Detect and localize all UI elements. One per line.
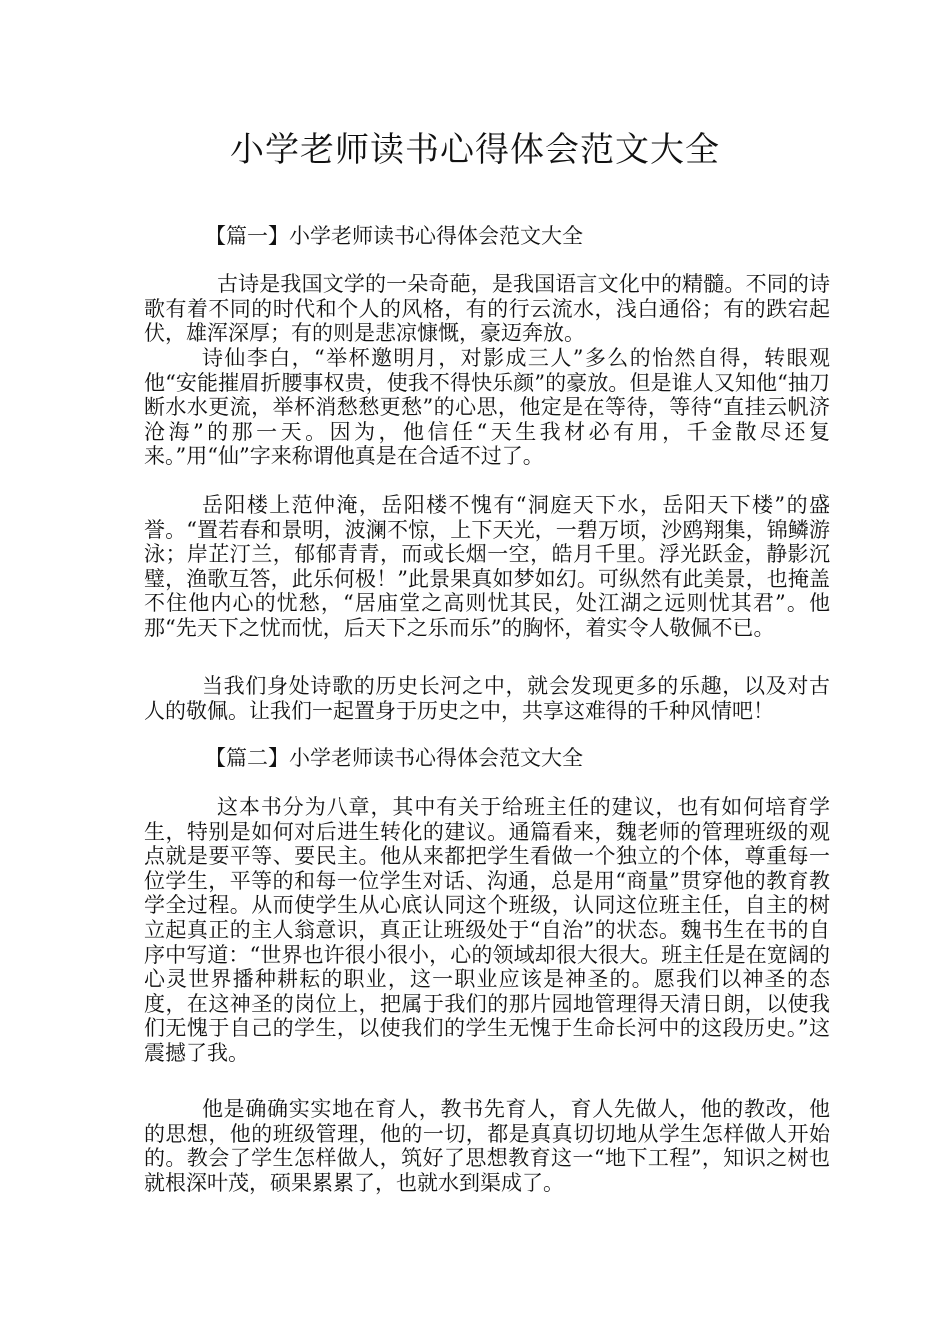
paragraph: 岳阳楼上范仲淹，岳阳楼不愧有“洞庭天下水，岳阳天下楼”的盛誉。“置若春和景明，波澜不惊，上下天光，一碧万顷，沙鸥翔集，锦鳞游泳；岸芷汀兰，郁郁青青，而或长烟一空，皓月千里。浮光跃金，静影沉璧，渔歌互答，此乐何极！”此景果真如梦如幻。可纵然有此美景，也掩盖不住他内心的忧愁，“居庙堂之高则忧其民，处江湖之远则忧其君”。他那“先天下之忧而忧，后天下之乐而乐”的胸怀，着实令人敬佩不已。 [144, 493, 830, 640]
paragraph: 诗仙李白，“举杯邀明月，对影成三人”多么的怡然自得，转眼观他“安能摧眉折腰事权贵，使我不得快乐颜”的豪放。但是谁人又知他“抽刀断水水更流，举杯消愁愁更愁”的心思，他定是在等待，等待“直挂云帆济沧海”的那一天。因为，他信任“天生我材必有用，千金散尽还复来。”用“仙”字来称谓他真是在合适不过了。 [144, 346, 830, 469]
paragraph: 古诗是我国文学的一朵奇葩，是我国语言文化中的精髓。不同的诗歌有着不同的时代和个人的风格，有的行云流水，浅白通俗；有的跌宕起伏，雄浑深厚；有的则是悲凉慷慨，豪迈奔放。 [144, 272, 830, 346]
document-title: 小学老师读书心得体会范文大全 [230, 130, 720, 170]
section-heading-2: 【篇二】小学老师读书心得体会范文大全 [205, 746, 583, 770]
paragraph: 这本书分为八章，其中有关于给班主任的建议，也有如何培育学生，特别是如何对后进生转化的建议。通篇看来，魏老师的管理班级的观点就是要平等、要民主。他从来都把学生看做一个独立的个体，尊重每一位学生，平等的和每一位学生对话、沟通，总是用“商量”贯穿他的教育教学全过程。从而使学生从心底认同这个班级，认同这位班主任，自主的树立起真正的主人翁意识，真正让班级处于“自治”的状态。魏书生在书的自序中写道：“世界也许很小很小，心的领域却很大很大。班主任是在宽阔的心灵世界播种耕耘的职业，这一职业应该是神圣的。愿我们以神圣的态度，在这神圣的岗位上，把属于我们的那片园地管理得天清日朗，以使我们无愧于自己的学生，以使我们的学生无愧于生命长河中的这段历史。”这震撼了我。 [144, 795, 830, 1065]
paragraph: 他是确确实实地在育人，教书先育人，育人先做人，他的教改，他的思想，他的班级管理，他的一切，都是真真切切地从学生怎样做人开始的。教会了学生怎样做人，筑好了思想教育这一“地下工程”，知识之树也就根深叶茂，硕果累累了，也就水到渠成了。 [144, 1097, 830, 1195]
section-heading-1: 【篇一】小学老师读书心得体会范文大全 [205, 224, 583, 248]
paragraph: 当我们身处诗歌的历史长河之中，就会发现更多的乐趣，以及对古人的敬佩。让我们一起置身于历史之中，共享这难得的千种风情吧！ [144, 674, 830, 723]
